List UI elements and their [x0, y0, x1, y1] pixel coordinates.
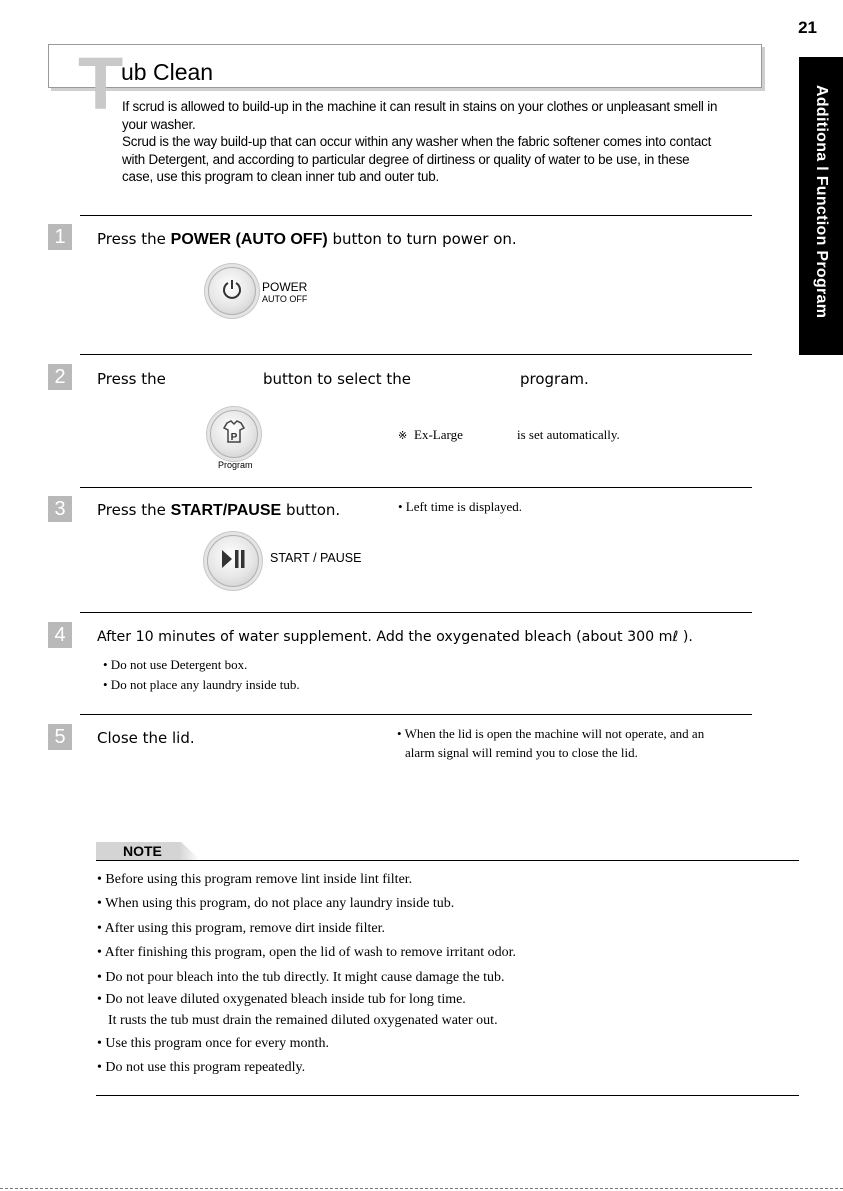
intro-line: Scrud is the way build-up that can occur within any washer when the fabric softener comes into contact	[122, 134, 712, 149]
play-pause-icon	[219, 547, 247, 576]
auto-off-label: AUTO OFF	[262, 294, 308, 304]
intro-line: case, use this program to clean inner tub and outer tub.	[122, 169, 440, 184]
step-4-bullet: • Do not use Detergent box.	[103, 657, 248, 672]
power-button-label: POWER	[262, 280, 308, 294]
note-item: • After using this program, remove dirt inside filter.	[97, 920, 385, 936]
intro-line: If scrud is allowed to build-up in the machine it can result in stains on your clothes or unpleasant smell in	[122, 99, 718, 114]
note-mark: ※	[398, 430, 408, 442]
page-number: 21	[798, 18, 817, 37]
note-item: • Use this program once for every month.	[97, 1036, 329, 1052]
step-badge-4: 4	[48, 622, 72, 648]
step-4-text: After 10 minutes of water supplement. Add the oxygenated bleach (about 300 mℓ ).	[97, 629, 693, 645]
step-5-text: Close the lid.	[97, 729, 195, 747]
step-badge-5: 5	[48, 724, 72, 750]
step-badge-2: 2	[48, 364, 72, 390]
step-2-text-a: Press the	[97, 370, 166, 388]
note-item: • Before using this program remove lint inside lint filter.	[97, 872, 413, 887]
note-item: • Do not leave diluted oxygenated bleach inside tub for long time.	[97, 992, 466, 1008]
step-divider	[80, 714, 752, 715]
step-3-note: • Left time is displayed.	[398, 499, 523, 514]
step-4-bullet: • Do not place any laundry inside tub.	[103, 677, 300, 692]
note-item: • When using this program, do not place any laundry inside tub.	[97, 896, 455, 912]
step-2-text-b: button to select the	[263, 370, 412, 388]
intro-line: with Detergent, and according to particular degree of dirtiness or quality of water to be use, in these	[122, 151, 690, 167]
title-initial: T	[78, 42, 124, 125]
step-divider	[80, 354, 752, 355]
note-item: • Do not pour bleach into the tub directly. It might cause damage the tub.	[97, 969, 505, 985]
note-item: • After finishing this program, open the lid of wash to remove irritant odor.	[97, 945, 516, 961]
start-pause-label: START / PAUSE	[270, 551, 362, 565]
step-3-text: Press the START/PAUSE button.	[97, 501, 341, 519]
svg-text:P: P	[230, 431, 238, 443]
program-icon	[221, 420, 247, 449]
page-trim-line	[0, 1188, 843, 1189]
start-pause-button[interactable]	[207, 535, 259, 587]
step-divider	[80, 612, 752, 613]
step-5-note: • When the lid is open the machine will not operate, and an	[397, 726, 705, 741]
start-pause-button-name: START/PAUSE	[170, 502, 282, 519]
step-divider	[80, 487, 752, 488]
step-badge-3: 3	[48, 496, 72, 522]
step-badge-1: 1	[48, 224, 72, 250]
power-icon	[221, 278, 243, 305]
step-2-text-c: program.	[520, 370, 589, 388]
power-button[interactable]	[208, 267, 256, 315]
note-list	[97, 868, 797, 1081]
note-item: • Do not use this program repeatedly.	[97, 1060, 306, 1076]
section-side-tab: Additiona l Function Program	[799, 57, 843, 355]
note-divider	[96, 860, 799, 861]
step-2-note-b: is set automatically.	[517, 427, 620, 442]
step-divider	[80, 215, 752, 216]
note-item-continued: It rusts the tub must drain the remained diluted oxygenated water out.	[108, 1013, 498, 1029]
page-title: ub Clean	[121, 59, 214, 85]
note-heading: NOTE	[123, 843, 162, 859]
program-button[interactable]	[210, 410, 258, 458]
step-1-text: Press the POWER (AUTO OFF) button to turn power on.	[97, 230, 517, 248]
note-bottom-rule	[96, 1095, 799, 1096]
step-5-note: alarm signal will remind you to close the lid.	[405, 745, 638, 760]
intro-text	[122, 98, 772, 186]
step-2-note-a: Ex-Large	[414, 427, 463, 442]
program-button-label: Program	[218, 460, 253, 470]
intro-line: your washer.	[122, 116, 196, 132]
power-button-name: POWER (AUTO OFF)	[170, 231, 328, 248]
